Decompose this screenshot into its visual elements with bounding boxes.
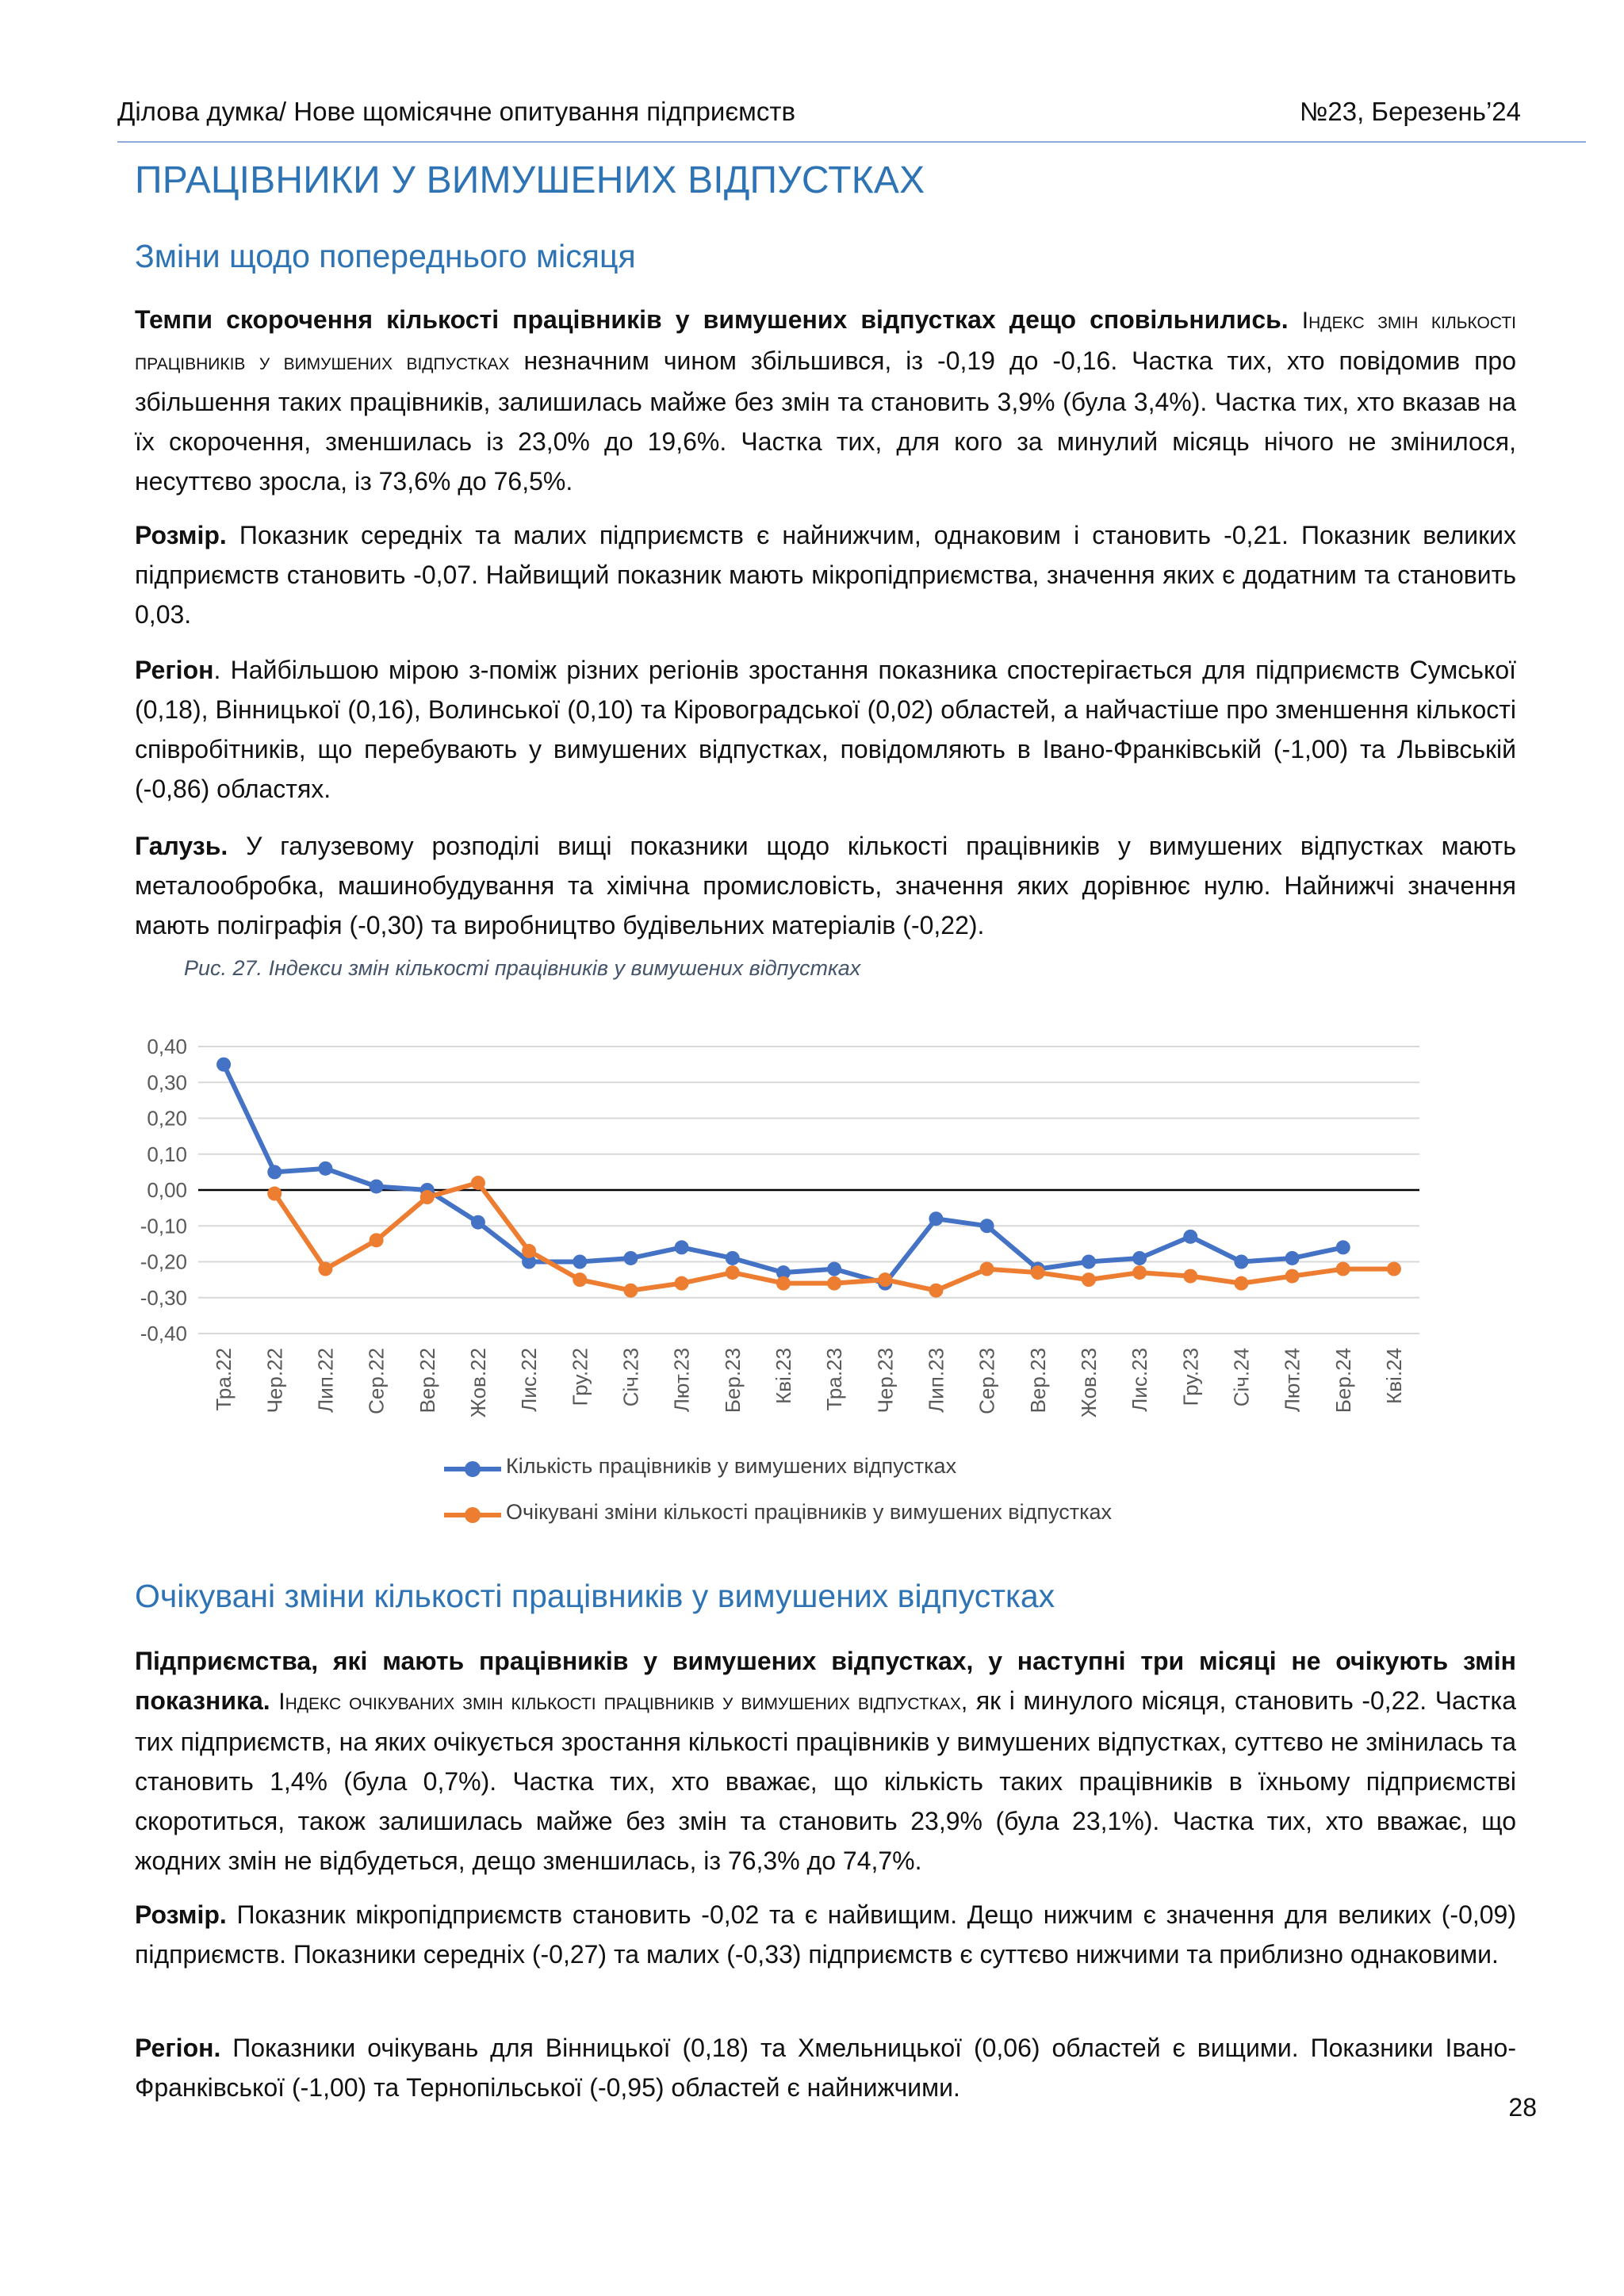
x-tick-label: Лют.23: [669, 1348, 694, 1413]
data-point: [1132, 1265, 1147, 1280]
x-tick-label: Сер.23: [975, 1348, 999, 1414]
header-publication-title: Ділова думка/ Нове щомісячне опитування підприємств: [117, 97, 796, 126]
paragraph-body: незначним чином збільшився, із -0,19 до -0,16. Частка тих, хто повідомив про збільшення таких працівників, залишилась майже без змін та становить 3,9% (була 3,4%). Частка тих, хто вказав на їх скорочення, зменшилась із 23,0% до 19,6%. Частка тих, для кого за минулий місяць нічого не змінилося, несуттєво зросла, із 73,6% до 76,5%.: [135, 346, 1516, 496]
data-point: [1234, 1276, 1248, 1291]
index-name: Індекс змін кількості працівників у вимушених відпустках: [135, 308, 1517, 375]
figure-caption: Рис. 27. Індекси змін кількості працівників у вимушених відпустках: [184, 956, 861, 980]
data-point: [929, 1211, 943, 1226]
x-tick-label: Гру.22: [568, 1348, 592, 1406]
data-point: [1031, 1265, 1045, 1280]
paragraph-expectations-summary: [135, 1641, 1516, 1881]
data-point: [318, 1262, 332, 1276]
paragraph-body: Показник середніх та малих підприємств є найнижчим, однаковим і становить -0,21. Показник великих підприємств становить -0,07. Найвищий показник мають мікропідприємства, значення яких є додатним та становить 0,03.: [135, 521, 1517, 629]
data-point: [623, 1284, 638, 1298]
data-point: [1285, 1251, 1300, 1265]
data-point: [267, 1187, 282, 1201]
page-header: [117, 97, 1521, 136]
y-tick-label: 0,10: [147, 1142, 187, 1166]
series-1: [267, 1176, 1401, 1298]
chart-y-axis: [140, 1035, 187, 1345]
data-point: [216, 1058, 231, 1072]
y-tick-label: 0,30: [147, 1070, 187, 1095]
x-tick-label: Чер.22: [262, 1348, 287, 1414]
paragraph-body: Показники очікувань для Вінницької (0,18) та Хмельницької (0,06) областей є вищими. Показники Івано-Франківської (-1,00) та Тернопільської (-0,95) областей є найнижчими.: [135, 2034, 1517, 2102]
y-tick-label: 0,40: [147, 1035, 187, 1058]
data-point: [776, 1276, 791, 1291]
data-point: [929, 1284, 943, 1298]
data-point: [420, 1190, 435, 1204]
data-point: [573, 1272, 587, 1287]
data-point: [1336, 1262, 1350, 1276]
x-tick-label: Жов.22: [465, 1348, 490, 1418]
x-tick-label: Сер.22: [364, 1348, 389, 1414]
data-point: [827, 1276, 841, 1291]
data-point: [370, 1179, 384, 1193]
data-point: [1336, 1240, 1350, 1254]
x-tick-label: Лют.24: [1280, 1348, 1304, 1413]
paragraph-expectations-size: [135, 1895, 1516, 1974]
data-point: [726, 1265, 740, 1280]
legend-marker: [465, 1461, 481, 1477]
x-tick-label: Січ.23: [619, 1348, 643, 1407]
y-tick-label: -0,10: [140, 1214, 187, 1238]
page-number: 28: [1508, 2093, 1537, 2122]
legend-marker: [465, 1507, 481, 1523]
data-point: [675, 1240, 689, 1254]
paragraph-lead: Розмір.: [135, 1900, 227, 1929]
x-tick-label: Лип.22: [313, 1348, 338, 1413]
paragraph-lead: Галузь.: [135, 832, 228, 860]
data-point: [471, 1176, 485, 1190]
data-point: [1285, 1269, 1300, 1284]
paragraph-lead: Регіон: [135, 656, 214, 684]
paragraph-lead: Регіон.: [135, 2034, 221, 2062]
paragraph-lead: Темпи скорочення кількості працівників у вимушених відпустках дещо сповільнились.: [135, 305, 1289, 334]
data-point: [980, 1219, 994, 1233]
data-point: [1132, 1251, 1147, 1265]
x-tick-label: Кві.23: [771, 1348, 795, 1404]
data-point: [370, 1233, 384, 1247]
data-point: [318, 1161, 332, 1176]
paragraph-expectations-region: [135, 2028, 1516, 2107]
data-point: [726, 1251, 740, 1265]
data-point: [267, 1165, 282, 1179]
x-tick-label: Чер.23: [873, 1348, 898, 1414]
x-tick-label: Тра.22: [212, 1348, 236, 1411]
chart-x-axis: [212, 1348, 1406, 1418]
data-point: [573, 1255, 587, 1269]
data-point: [1234, 1255, 1248, 1269]
x-tick-label: Січ.24: [1229, 1348, 1254, 1407]
legend-label: Очікувані зміни кількості працівників у вимушених відпустках: [506, 1500, 1112, 1524]
paragraph-industry: [135, 826, 1516, 945]
subsection-title-changes: Зміни щодо попереднього місяця: [135, 238, 636, 274]
x-tick-label: Бер.23: [720, 1348, 745, 1414]
paragraph-body: . Найбільшою мірою з-поміж різних регіонів зростання показника спостерігається для підприємств Сумської (0,18), Вінницької (0,16), Волинської (0,10) та Кіровоградської (0,02) областей, а найчастіше про зменшення кількості співробітників, що перебувають у вимушених відпустках, повідомляють в Івано-Франківській (-1,00) та Львівській (-0,86) областях.: [135, 656, 1516, 803]
paragraph-size: [135, 515, 1516, 634]
data-point: [1082, 1255, 1096, 1269]
series-line: [224, 1065, 1343, 1284]
x-tick-label: Бер.24: [1331, 1348, 1355, 1414]
section-title: ПРАЦІВНИКИ У ВИМУШЕНИХ ВІДПУСТКАХ: [135, 159, 925, 201]
y-tick-label: -0,20: [140, 1249, 187, 1274]
paragraph-body: як і минулого місяця, становить -0,22. Частка тих підприємств, на яких очікується зростання кількості працівників у вимушених відпустках, суттєво не змінилась та становить 1,4% (була 0,7%). Частка тих, хто вважає, що кількість таких працівників в їхньому підприємстві скоротиться, також залишилась майже без змін та становить 23,9% (була 23,1%). Частка тих, хто вважає, що жодних змін не відбудеться, дещо зменшилась, із 76,3% до 74,7%.: [135, 1686, 1517, 1875]
series-0: [216, 1058, 1350, 1291]
data-point: [878, 1272, 892, 1287]
x-tick-label: Гру.23: [1178, 1348, 1203, 1406]
data-point: [522, 1244, 536, 1258]
paragraph-changes-summary: [135, 300, 1516, 501]
data-point: [1387, 1262, 1401, 1276]
paragraph-lead: Підприємства, які мають працівників у вимушених відпустках, у наступні три місяці не очікують змін показника.: [135, 1647, 1516, 1715]
x-tick-label: Лис.23: [1128, 1348, 1152, 1412]
x-tick-label: Кві.24: [1381, 1348, 1406, 1404]
data-point: [623, 1251, 638, 1265]
data-point: [980, 1262, 994, 1276]
x-tick-label: Вер.23: [1025, 1348, 1050, 1414]
index-name: Індекс очікуваних змін кількості працівників у вимушених відпустках,: [278, 1689, 968, 1715]
y-tick-label: -0,40: [140, 1322, 187, 1345]
x-tick-label: Жов.23: [1076, 1348, 1101, 1418]
data-point: [675, 1276, 689, 1291]
paragraph-region: [135, 650, 1516, 809]
data-point: [1183, 1269, 1197, 1284]
x-tick-label: Лис.22: [517, 1348, 542, 1412]
header-divider: [117, 141, 1586, 143]
legend-label: Кількість працівників у вимушених відпустках: [506, 1454, 957, 1478]
y-tick-label: 0,00: [147, 1178, 187, 1202]
data-point: [1183, 1230, 1197, 1244]
data-point: [1082, 1272, 1096, 1287]
line-chart: [135, 1007, 1451, 1451]
subsection-title-expectations: Очікувані зміни кількості працівників у вимушених відпустках: [135, 1578, 1055, 1614]
y-tick-label: 0,20: [147, 1106, 187, 1131]
header-issue-number: №23, Березень’24: [1299, 97, 1521, 126]
paragraph-body: Показник мікропідприємств становить -0,02 та є найвищим. Дещо нижчим є значення для великих (-0,09) підприємств. Показники середніх (-0,27) та малих (-0,33) підприємств є суттєво нижчими та приблизно однаковими.: [135, 1900, 1517, 1969]
x-tick-label: Вер.22: [415, 1348, 439, 1414]
paragraph-lead: Розмір.: [135, 521, 227, 549]
data-point: [471, 1215, 485, 1230]
y-tick-label: -0,30: [140, 1285, 187, 1310]
x-tick-label: Тра.23: [822, 1348, 847, 1411]
data-point: [827, 1262, 841, 1276]
x-tick-label: Лип.23: [924, 1348, 948, 1413]
paragraph-body: У галузевому розподілі вищі показники щодо кількості працівників у вимушених відпустках мають металообробка, машинобудування та хімічна промисловість, значення яких дорівнює нулю. Найнижчі значення мають поліграфія (-0,30) та виробництво будівельних матеріалів (-0,22).: [135, 832, 1517, 939]
